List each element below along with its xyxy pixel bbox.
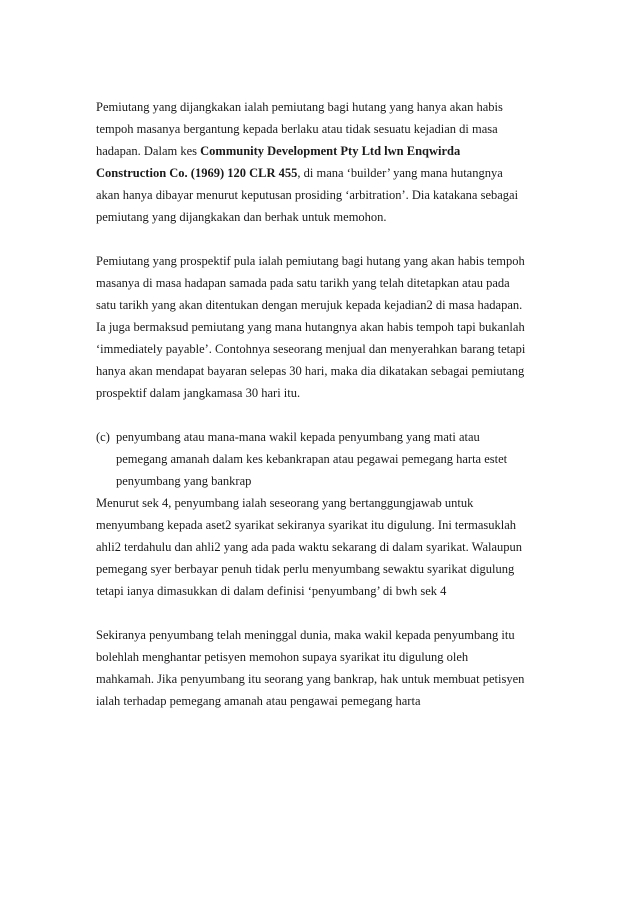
list-marker: (c) [96,430,110,444]
paragraph-penyumbang [96,492,556,602]
text-line: penyumbang yang bankrap [116,474,252,488]
text-line: tempoh masanya bergantung kepada berlaku atau tidak sesuatu kejadian di masa [96,122,498,136]
text-line: Ia juga bermaksud pemiutang yang mana hutangnya akan habis tempoh tapi bukanlah [96,320,525,334]
text-line: Menurut sek 4, penyumbang ialah seseorang yang bertanggungjawab untuk [96,496,474,510]
document-body [96,96,556,734]
text-line: prospektif dalam jangkamasa 30 hari itu. [96,386,301,400]
text-line: pemiutang yang dijangkakan dan berhak untuk memohon. [96,210,387,224]
list-item-row [96,426,556,448]
case-citation-bold: Construction Co. (1969) 120 CLR 455 [96,166,298,180]
list-item-c [96,426,556,492]
text-run: , di mana ‘builder’ yang mana hutangnya [297,166,503,180]
text-line: bolehlah menghantar petisyen memohon supaya syarikat itu digulung oleh [96,650,469,664]
text-line: Pemiutang yang prospektif pula ialah pemiutang bagi hutang yang akan habis tempoh [96,254,525,268]
paragraph-prospektif [96,250,556,404]
text-line: Sekiranya penyumbang telah meninggal dunia, maka wakil kepada penyumbang itu [96,628,515,642]
text-line: akan hanya dibayar menurut keputusan prosiding ‘arbitration’. Dia katakana sebagai [96,188,519,202]
text-line: hanya akan mendapat bayaran selepas 30 hari, maka dia dikatakan sebagai pemiutang [96,364,525,378]
text-line: masanya di masa hadapan samada pada satu tarikh yang telah ditetapkan atau pada [96,276,510,290]
paragraph-dijangkakan [96,96,556,228]
text-line: ‘immediately payable’. Contohnya seseorang menjual dan menyerahkan barang tetapi [96,342,526,356]
text-line: penyumbang atau mana-mana wakil kepada penyumbang yang mati atau [116,430,480,444]
paragraph-meninggal-dunia [96,624,556,712]
text-line [96,140,556,162]
text-line: ialah terhadap pemegang amanah atau pengawai pemegang harta [96,694,421,708]
case-name-bold: Community Development Pty Ltd lwn Enqwirda [200,144,461,158]
text-line [96,162,556,184]
text-line: Pemiutang yang dijangkakan ialah pemiutang bagi hutang yang hanya akan habis [96,100,503,114]
text-line: mahkamah. Jika penyumbang itu seorang yang bankrap, hak untuk membuat petisyen [96,672,525,686]
text-line: ahli2 terdahulu dan ahli2 yang ada pada waktu sekarang di dalam syarikat. Walaupun [96,540,523,554]
text-line: tetapi ianya dimasukkan di dalam definisi ‘penyumbang’ di bwh sek 4 [96,584,447,598]
text-line: pemegang syer berbayar penuh tidak perlu menyumbang sewaktu syarikat digulung [96,562,515,576]
text-line: satu tarikh yang akan ditentukan dengan merujuk kepada kejadian2 di masa hadapan. [96,298,523,312]
text-line: menyumbang kepada aset2 syarikat sekiranya syarikat itu digulung. Ini termasuklah [96,518,517,532]
text-run: hadapan. Dalam kes [96,144,201,158]
text-line: pemegang amanah dalam kes kebankrapan atau pegawai pemegang harta estet [116,452,508,466]
